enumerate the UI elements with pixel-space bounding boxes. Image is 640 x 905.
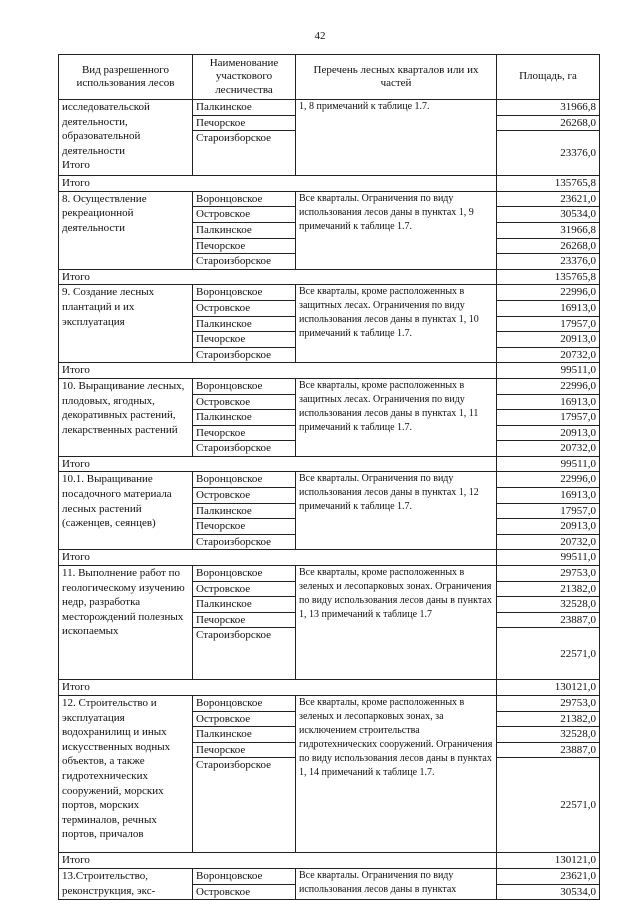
- area-cell: 17957,0: [497, 503, 600, 519]
- district-cell: Воронцовское: [193, 191, 296, 207]
- table-row: [59, 868, 600, 884]
- area-cell: 20732,0: [497, 347, 600, 363]
- use-cell: 13.Строительство, реконструкция, экс-: [59, 868, 193, 899]
- district-cell: Печорское: [193, 115, 296, 131]
- quarters-cell: 1, 8 примечаний к таблице 1.7.: [296, 100, 497, 176]
- page-number: 42: [314, 30, 326, 42]
- area-cell: 22996,0: [497, 285, 600, 301]
- district-cell: Палкинское: [193, 316, 296, 332]
- area-cell: 22996,0: [497, 378, 600, 394]
- table-row: [59, 191, 600, 207]
- header-district: Наименование участкового лесничества: [193, 55, 296, 100]
- area-cell: 26268,0: [497, 238, 600, 254]
- use-cell: 12. Строительство и эксплуатация водохранилищ и иных искусственных водных объектов, а также гидротехнических сооружений, морских портов, морских терминалов, речных портов, причалов: [59, 696, 193, 853]
- area-cell: 30534,0: [497, 884, 600, 900]
- area-cell: 32528,0: [497, 597, 600, 613]
- use-cell: 11. Выполнение работ по геологическому изучению недр, разработка месторождений полезных ископаемых: [59, 566, 193, 680]
- table-row: [59, 378, 600, 394]
- total-row: [59, 176, 600, 192]
- district-cell: Островское: [193, 711, 296, 727]
- area-cell: 16913,0: [497, 300, 600, 316]
- district-cell: Палкинское: [193, 727, 296, 743]
- total-row: [59, 269, 600, 285]
- district-cell: Печорское: [193, 519, 296, 535]
- area-cell: 23376,0: [497, 254, 600, 270]
- district-cell: Староизборское: [193, 254, 296, 270]
- total-label: Итого: [59, 550, 497, 566]
- area-cell: 23376,0: [497, 131, 600, 176]
- table-row: [59, 696, 600, 712]
- total-area: 135765,8: [497, 269, 600, 285]
- quarters-cell: Все кварталы, кроме расположенных в защитных лесах. Ограничения по виду использования лесов даны в пунктах 1, 11 примечаний к таблице 1.7.: [296, 378, 497, 456]
- area-cell: 17957,0: [497, 316, 600, 332]
- district-cell: Печорское: [193, 425, 296, 441]
- area-cell: 20913,0: [497, 425, 600, 441]
- use-cell: 9. Создание лесных плантаций и их эксплуатация: [59, 285, 193, 363]
- total-area: 99511,0: [497, 363, 600, 379]
- quarters-cell: Все кварталы, кроме расположенных в зеленых и лесопарковых зонах. Ограничения по виду использования лесов даны в пунктах 1, 13 примечаний к таблице 1.7: [296, 566, 497, 680]
- total-label: Итого: [59, 176, 497, 192]
- quarters-cell: Все кварталы. Ограничения по виду использования лесов даны в пунктах 1, 9 примечаний к таблице 1.7.: [296, 191, 497, 269]
- area-cell: 20913,0: [497, 519, 600, 535]
- area-cell: 29753,0: [497, 566, 600, 582]
- table-row: [59, 472, 600, 488]
- area-cell: 23887,0: [497, 612, 600, 628]
- use-cell: 10. Выращивание лесных, плодовых, ягодных, декоративных растений, лекарственных растений: [59, 378, 193, 456]
- header-use: Вид разрешенного использования лесов: [59, 55, 193, 100]
- total-row: [59, 456, 600, 472]
- area-cell: 31966,8: [497, 100, 600, 116]
- header-quarters: Перечень лесных кварталов или их частей: [296, 55, 497, 100]
- header-area: Площадь, га: [497, 55, 600, 100]
- area-cell: 16913,0: [497, 394, 600, 410]
- area-cell: 20913,0: [497, 332, 600, 348]
- total-row: [59, 550, 600, 566]
- table-row: [59, 285, 600, 301]
- total-area: 99511,0: [497, 550, 600, 566]
- total-label: Итого: [59, 363, 497, 379]
- district-cell: Палкинское: [193, 503, 296, 519]
- total-area: 130121,0: [497, 853, 600, 869]
- area-cell: 17957,0: [497, 410, 600, 426]
- district-cell: Воронцовское: [193, 868, 296, 884]
- total-row: [59, 680, 600, 696]
- district-cell: Палкинское: [193, 597, 296, 613]
- total-label: Итого: [59, 853, 497, 869]
- area-cell: 31966,8: [497, 222, 600, 238]
- area-cell: 26268,0: [497, 115, 600, 131]
- district-cell: Воронцовское: [193, 378, 296, 394]
- forest-use-table: [58, 54, 600, 900]
- district-cell: Староизборское: [193, 441, 296, 457]
- quarters-cell: Все кварталы. Ограничения по виду использования лесов даны в пунктах: [296, 868, 497, 899]
- district-cell: Печорское: [193, 238, 296, 254]
- district-cell: Староизборское: [193, 131, 296, 176]
- district-cell: Островское: [193, 488, 296, 504]
- area-cell: 29753,0: [497, 696, 600, 712]
- area-cell: 23887,0: [497, 742, 600, 758]
- use-cell: 10.1. Выращивание посадочного материала лесных растений (саженцев, сеянцев): [59, 472, 193, 550]
- district-cell: Островское: [193, 300, 296, 316]
- district-cell: Староизборское: [193, 628, 296, 680]
- district-cell: Воронцовское: [193, 696, 296, 712]
- use-cell: 8. Осуществление рекреационной деятельности: [59, 191, 193, 269]
- district-cell: Палкинское: [193, 222, 296, 238]
- district-cell: Островское: [193, 884, 296, 900]
- table-row: [59, 100, 600, 116]
- area-cell: 16913,0: [497, 488, 600, 504]
- use-cell: [59, 100, 193, 176]
- area-cell: 22571,0: [497, 628, 600, 680]
- area-cell: 21382,0: [497, 581, 600, 597]
- total-area: 130121,0: [497, 680, 600, 696]
- total-label: Итого: [59, 456, 497, 472]
- area-cell: 20732,0: [497, 534, 600, 550]
- area-cell: 20732,0: [497, 441, 600, 457]
- total-label: Итого: [59, 269, 497, 285]
- district-cell: Палкинское: [193, 410, 296, 426]
- district-cell: Печорское: [193, 332, 296, 348]
- use-text: исследовательской деятельности, образовательной деятельности: [62, 101, 150, 157]
- total-row: [59, 363, 600, 379]
- table-header-row: [59, 55, 600, 100]
- quarters-cell: Все кварталы, кроме расположенных в зеленых и лесопарковых зонах, за исключением строительства гидротехнических сооружений. Ограничения по виду использования лесов даны в пунктах 1, 14 примечаний к таблице 1.7.: [296, 696, 497, 853]
- area-cell: 30534,0: [497, 207, 600, 223]
- district-cell: Староизборское: [193, 758, 296, 853]
- area-cell: 23621,0: [497, 191, 600, 207]
- district-cell: Печорское: [193, 612, 296, 628]
- total-label: Итого: [59, 680, 497, 696]
- quarters-cell: Все кварталы. Ограничения по виду использования лесов даны в пунктах 1, 12 примечаний к таблице 1.7.: [296, 472, 497, 550]
- district-cell: Палкинское: [193, 100, 296, 116]
- table-row: [59, 566, 600, 582]
- area-cell: 21382,0: [497, 711, 600, 727]
- area-cell: 32528,0: [497, 727, 600, 743]
- total-area: 135765,8: [497, 176, 600, 192]
- inline-total-label: Итого: [62, 159, 90, 172]
- district-cell: Староизборское: [193, 534, 296, 550]
- district-cell: Староизборское: [193, 347, 296, 363]
- total-row: [59, 853, 600, 869]
- total-area: 99511,0: [497, 456, 600, 472]
- district-cell: Островское: [193, 394, 296, 410]
- quarters-cell: Все кварталы, кроме расположенных в защитных лесах. Ограничения по виду использования лесов даны в пунктах 1, 10 примечаний к таблице 1.7.: [296, 285, 497, 363]
- area-cell: 22996,0: [497, 472, 600, 488]
- district-cell: Островское: [193, 207, 296, 223]
- district-cell: Воронцовское: [193, 566, 296, 582]
- area-cell: 22571,0: [497, 758, 600, 853]
- district-cell: Печорское: [193, 742, 296, 758]
- district-cell: Воронцовское: [193, 472, 296, 488]
- area-cell: 23621,0: [497, 868, 600, 884]
- table-body: [59, 100, 600, 900]
- district-cell: Воронцовское: [193, 285, 296, 301]
- district-cell: Островское: [193, 581, 296, 597]
